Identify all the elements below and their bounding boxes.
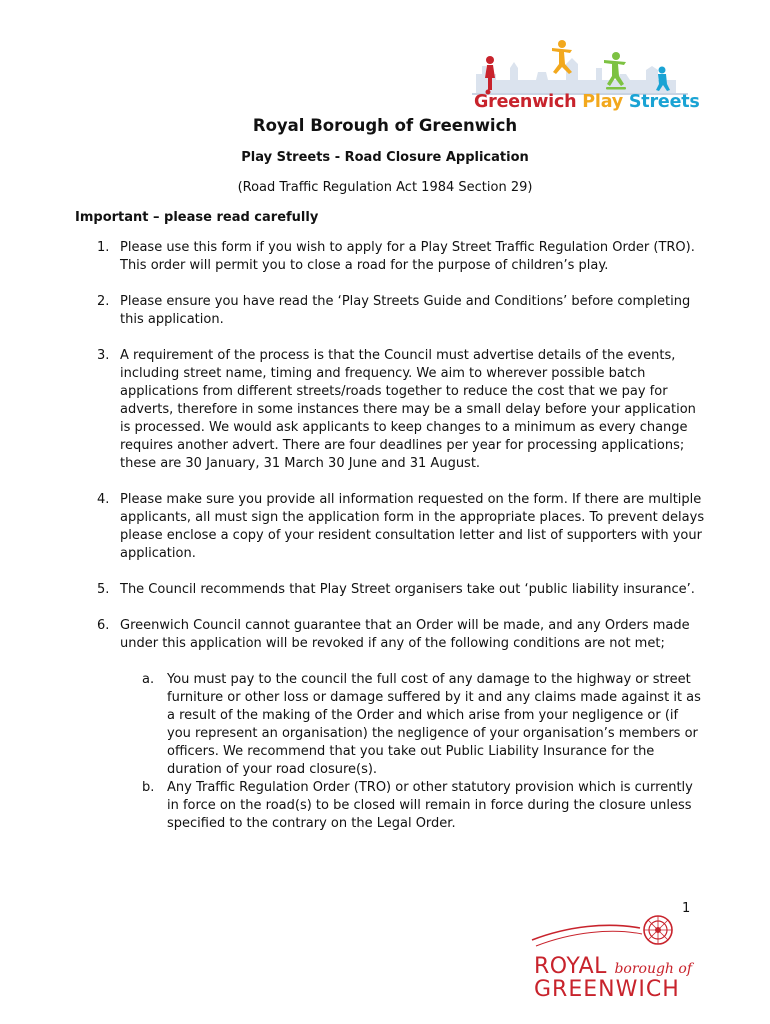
sublist-item-letter: b.: [142, 780, 155, 795]
sublist-item: [120, 779, 705, 833]
list-item: [75, 347, 705, 473]
royal-borough-line1: [534, 954, 692, 979]
logo-word-royal: ROYAL: [534, 954, 607, 979]
important-heading: Important – please read carefully: [75, 210, 319, 225]
list-item: [75, 293, 705, 329]
logo-words-borough-of: borough of: [614, 961, 693, 977]
instructions-list: [75, 239, 705, 833]
sublist-item-text: You must pay to the council the full cost of any damage to the highway or street furniture or other loss or damage suffered by it and any claims made against it as a result of the making of the Order and which arise from your negligence or (if you represent an organisation) the negligence of your organisation’s members or officers. We recommend that you take out Public Liability Insurance for the duration of your road closure(s).: [167, 672, 701, 777]
royal-borough-line2: GREENWICH: [534, 977, 680, 1002]
play-streets-skyline-icon: [466, 38, 696, 98]
page-title: Royal Borough of Greenwich: [252, 116, 518, 135]
list-item-number: 2.: [97, 294, 110, 309]
list-item: [75, 491, 705, 563]
list-item-text: Please ensure you have read the ‘Play Streets Guide and Conditions’ before completing this application.: [120, 294, 691, 327]
brand-word-play: Play: [582, 92, 623, 112]
royal-borough-swoosh-icon: [528, 908, 708, 958]
conditions-sublist: [120, 671, 705, 833]
sublist-item: [120, 671, 705, 779]
brand-word-streets: Streets: [628, 92, 700, 112]
greenwich-play-streets-logo: [466, 38, 700, 118]
act-reference: (Road Traffic Regulation Act 1984 Section 29): [237, 180, 533, 195]
list-item-text: Please make sure you provide all information requested on the form. If there are multiple applicants, all must sign the application form in the appropriate places. To prevent delays please enclose a copy of your resident consultation letter and list of supporters with your application.: [120, 492, 705, 561]
sublist-item-text: Any Traffic Regulation Order (TRO) or other statutory provision which is currently in force on the road(s) to be closed will remain in force during the closure unless specified to the contrary on the Legal Order.: [167, 780, 693, 831]
sublist-item-letter: a.: [142, 672, 155, 687]
list-item-number: 5.: [97, 582, 110, 597]
form-subtitle: Play Streets - Road Closure Application: [241, 150, 529, 165]
list-item-text: Greenwich Council cannot guarantee that an Order will be made, and any Orders made under this application will be revoked if any of the following conditions are not met;: [120, 618, 690, 651]
list-item-text: The Council recommends that Play Street organisers take out ‘public liability insurance’.: [120, 582, 695, 597]
list-item-text: Please use this form if you wish to apply for a Play Street Traffic Regulation Order (TRO). This order will permit you to close a road for the purpose of children’s play.: [120, 240, 695, 273]
play-streets-wordmark: [474, 92, 700, 112]
list-item: [75, 239, 705, 275]
brand-word-greenwich: Greenwich: [474, 92, 577, 112]
royal-borough-logo: [528, 908, 708, 1018]
list-item-number: 3.: [97, 348, 110, 363]
list-item-text: A requirement of the process is that the Council must advertise details of the events, including street name, timing and frequency. We aim to wherever possible batch applications from different streets/roads together to reduce the cost that we pay for adverts, therefore in some instances there may be a small delay before your application is processed. We would ask applicants to keep changes to a minimum as every change requires another advert. There are four deadlines per year for processing applications; these are 30 January, 31 March 30 June and 31 August.: [120, 348, 696, 471]
list-item: [75, 617, 705, 653]
list-item-number: 6.: [97, 618, 110, 633]
list-item-number: 1.: [97, 240, 110, 255]
list-item-number: 4.: [97, 492, 110, 507]
page-number: 1: [682, 901, 691, 916]
list-item: [75, 581, 705, 599]
